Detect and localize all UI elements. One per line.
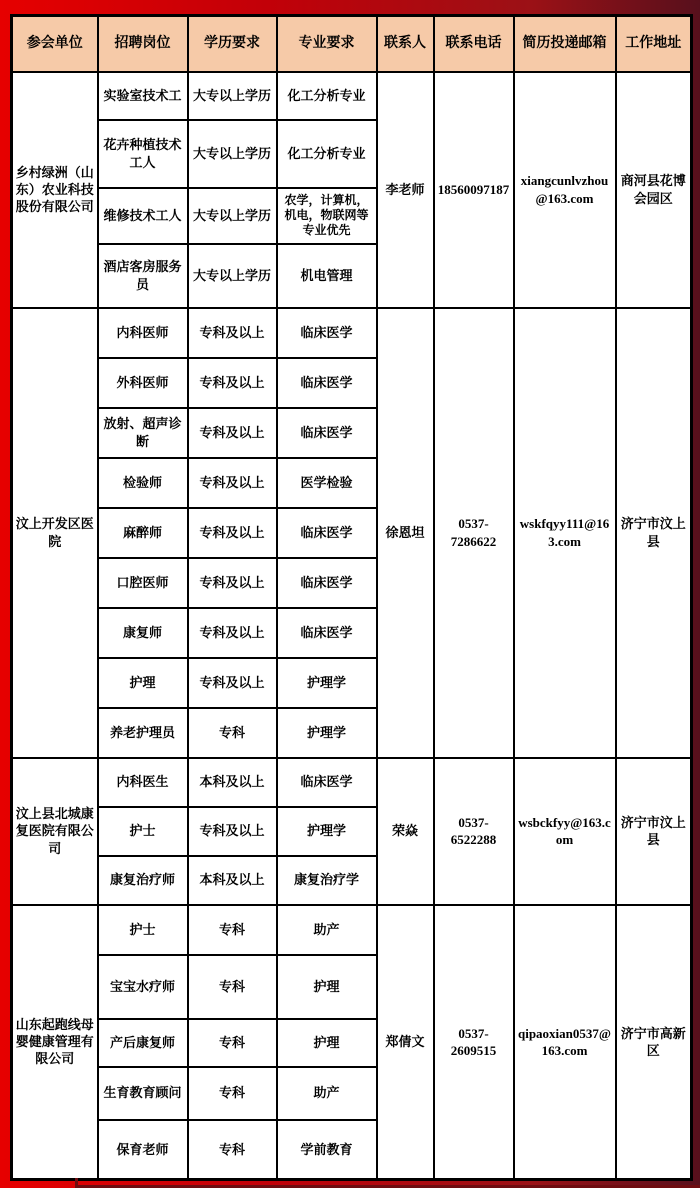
- education-cell: 本科及以上: [188, 758, 277, 807]
- major-cell: 临床医学: [277, 358, 377, 408]
- major-cell: 医学检验: [277, 458, 377, 508]
- position-cell: 花卉种植技术工人: [98, 120, 188, 188]
- position-cell: 维修技术工人: [98, 188, 188, 244]
- email-cell: qipaoxian0537@163.com: [514, 905, 616, 1180]
- major-cell: 康复治疗学: [277, 856, 377, 905]
- education-cell: 专科及以上: [188, 508, 277, 558]
- contact-cell: 徐恩坦: [377, 308, 434, 758]
- contact-cell: 李老师: [377, 72, 434, 308]
- major-cell: 护理学: [277, 807, 377, 856]
- job-fair-table: [10, 14, 693, 1181]
- phone-cell: 0537-6522288: [434, 758, 514, 905]
- header-position: 招聘岗位: [98, 16, 188, 72]
- position-cell: 口腔医师: [98, 558, 188, 608]
- education-cell: 专科及以上: [188, 558, 277, 608]
- company-cell: 山东起跑线母婴健康管理有限公司: [12, 905, 98, 1180]
- education-cell: 专科及以上: [188, 807, 277, 856]
- major-cell: 临床医学: [277, 408, 377, 458]
- position-cell: 康复治疗师: [98, 856, 188, 905]
- header-contact: 联系人: [377, 16, 434, 72]
- contact-cell: 郑倩文: [377, 905, 434, 1180]
- header-education: 学历要求: [188, 16, 277, 72]
- position-cell: 宝宝水疗师: [98, 955, 188, 1019]
- position-cell: 外科医师: [98, 358, 188, 408]
- position-cell: 酒店客房服务员: [98, 244, 188, 308]
- position-cell: 护士: [98, 807, 188, 856]
- phone-cell: 0537-7286622: [434, 308, 514, 758]
- header-row: [12, 16, 692, 72]
- phone-cell: 18560097187: [434, 72, 514, 308]
- email-cell: wskfqyy111@163.com: [514, 308, 616, 758]
- education-cell: 专科及以上: [188, 608, 277, 658]
- company-cell: 汶上县北城康复医院有限公司: [12, 758, 98, 905]
- education-cell: 专科及以上: [188, 458, 277, 508]
- education-cell: 大专以上学历: [188, 244, 277, 308]
- education-cell: 专科: [188, 905, 277, 955]
- major-cell: 护理学: [277, 658, 377, 708]
- position-cell: 检验师: [98, 458, 188, 508]
- major-cell: 临床医学: [277, 758, 377, 807]
- position-cell: 康复师: [98, 608, 188, 658]
- education-cell: 专科: [188, 708, 277, 758]
- major-cell: 临床医学: [277, 608, 377, 658]
- header-phone: 联系电话: [434, 16, 514, 72]
- address-cell: 济宁市高新区: [616, 905, 692, 1180]
- position-cell: 内科医生: [98, 758, 188, 807]
- address-cell: 济宁市汶上县: [616, 308, 692, 758]
- education-cell: 专科及以上: [188, 408, 277, 458]
- education-cell: 专科: [188, 1019, 277, 1067]
- major-cell: 助产: [277, 1067, 377, 1120]
- position-cell: 生育教育顾问: [98, 1067, 188, 1120]
- position-cell: 放射、超声诊断: [98, 408, 188, 458]
- education-cell: 专科: [188, 955, 277, 1019]
- address-cell: 商河县花博会园区: [616, 72, 692, 308]
- contact-cell: 荣焱: [377, 758, 434, 905]
- header-address: 工作地址: [616, 16, 692, 72]
- position-cell: 产后康复师: [98, 1019, 188, 1067]
- education-cell: 专科及以上: [188, 358, 277, 408]
- education-cell: 专科及以上: [188, 308, 277, 358]
- position-cell: 护理: [98, 658, 188, 708]
- major-cell: 化工分析专业: [277, 120, 377, 188]
- major-cell: 护理: [277, 955, 377, 1019]
- email-cell: xiangcunlvzhou@163.com: [514, 72, 616, 308]
- major-cell: 护理: [277, 1019, 377, 1067]
- major-cell: 化工分析专业: [277, 72, 377, 120]
- position-cell: 实验室技术工: [98, 72, 188, 120]
- position-cell: 保育老师: [98, 1120, 188, 1180]
- position-cell: 护士: [98, 905, 188, 955]
- major-cell: 护理学: [277, 708, 377, 758]
- position-cell: 内科医师: [98, 308, 188, 358]
- address-cell: 济宁市汶上县: [616, 758, 692, 905]
- major-cell: 临床医学: [277, 508, 377, 558]
- major-cell: 助产: [277, 905, 377, 955]
- header-major: 专业要求: [277, 16, 377, 72]
- major-cell: 学前教育: [277, 1120, 377, 1180]
- education-cell: 大专以上学历: [188, 188, 277, 244]
- table-row: [12, 72, 692, 120]
- major-cell: 农学，计算机，机电，物联网等专业优先: [277, 188, 377, 244]
- header-email: 简历投递邮箱: [514, 16, 616, 72]
- table-row: [12, 758, 692, 807]
- header-company: 参会单位: [12, 16, 98, 72]
- education-cell: 本科及以上: [188, 856, 277, 905]
- position-cell: 麻醉师: [98, 508, 188, 558]
- education-cell: 大专以上学历: [188, 72, 277, 120]
- table-row: [12, 905, 692, 955]
- education-cell: 专科: [188, 1067, 277, 1120]
- email-cell: wsbckfyy@163.com: [514, 758, 616, 905]
- major-cell: 临床医学: [277, 308, 377, 358]
- major-cell: 临床医学: [277, 558, 377, 608]
- education-cell: 大专以上学历: [188, 120, 277, 188]
- major-cell: 机电管理: [277, 244, 377, 308]
- company-cell: 乡村绿洲（山东）农业科技股份有限公司: [12, 72, 98, 308]
- table-row: [12, 308, 692, 358]
- phone-cell: 0537-2609515: [434, 905, 514, 1180]
- cropped-next-table-tick: [75, 1178, 78, 1188]
- position-cell: 养老护理员: [98, 708, 188, 758]
- education-cell: 专科及以上: [188, 658, 277, 708]
- company-cell: 汶上开发区医院: [12, 308, 98, 758]
- education-cell: 专科: [188, 1120, 277, 1180]
